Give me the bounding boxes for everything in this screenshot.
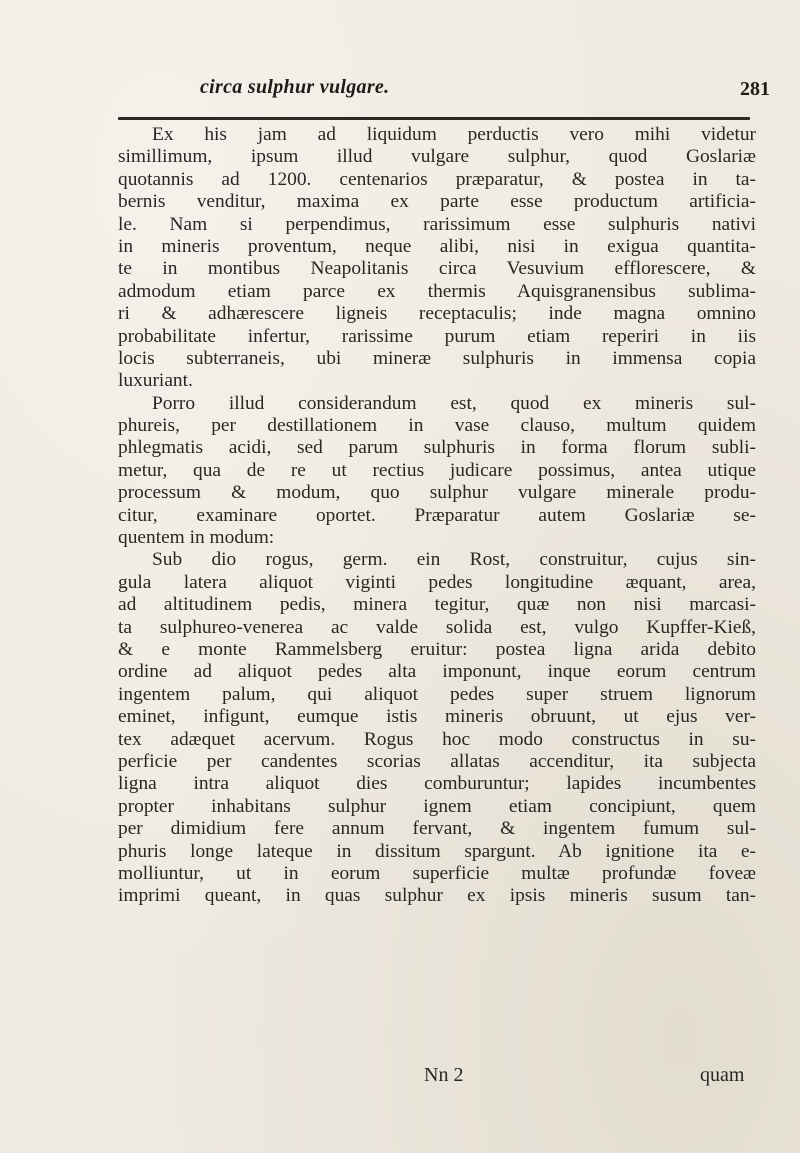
text-line: probabilitate infertur, rarissime purum etiam reperiri in iis <box>118 325 756 347</box>
text-line: le. Nam si perpendimus, rarissimum esse sulphuris nativi <box>118 213 756 235</box>
text-line: bernis venditur, maxima ex parte esse productum artificia- <box>118 191 756 213</box>
text-line: locis subterraneis, ubi mineræ sulphuris in immensa copia <box>118 347 756 369</box>
text-line: ingentem palum, qui aliquot pedes super struem lignorum <box>118 683 756 705</box>
text-line: simillimum, ipsum illud vulgare sulphur, quod Goslariæ <box>118 146 756 168</box>
page-number: 281 <box>740 78 770 100</box>
running-head <box>0 76 800 106</box>
header-rule <box>118 117 750 120</box>
text-line: admodum etiam parce ex thermis Aquisgranensibus sublima- <box>118 280 756 302</box>
text-line: ad altitudinem pedis, minera tegitur, quæ non nisi marcasi- <box>118 594 756 616</box>
text-line: quentem in modum: <box>118 527 275 549</box>
text-line: imprimi queant, in quas sulphur ex ipsis mineris susum tan- <box>118 885 756 907</box>
signature-mark: Nn 2 <box>424 1064 464 1086</box>
text-line: citur, examinare oportet. Præparatur autem Goslariæ se- <box>118 504 756 526</box>
catchword: quam <box>700 1064 745 1086</box>
text-line: quotannis ad 1200. centenarios præparatur, & postea in ta- <box>118 168 756 190</box>
text-line: ordine ad aliquot pedes alta imponunt, inque eorum centrum <box>118 661 756 683</box>
text-line: ri & adhærescere ligneis receptaculis; inde magna omnino <box>118 303 756 325</box>
text-line: phureis, per destillationem in vase clauso, multum quidem <box>118 415 756 437</box>
page-footer <box>0 1064 800 1090</box>
text-line: propter inhabitans sulphur ignem etiam concipiunt, quem <box>118 795 756 817</box>
text-line: ligna intra aliquot dies comburuntur; lapides incumbentes <box>118 773 756 795</box>
text-line: eminet, infigunt, eumque istis mineris obruunt, ut ejus ver- <box>118 706 756 728</box>
text-line: te in montibus Neapolitanis circa Vesuvium efflorescere, & <box>118 258 756 280</box>
text-line: per dimidium fere annum fervant, & ingentem fumum sul- <box>118 818 756 840</box>
text-line: Porro illud considerandum est, quod ex mineris sul- <box>152 392 756 414</box>
text-line: phlegmatis acidi, sed parum sulphuris in forma florum subli- <box>118 437 756 459</box>
running-title: circa sulphur vulgare. <box>200 76 390 98</box>
text-line: phuris longe lateque in dissitum spargunt. Ab ignitione ita e- <box>118 840 756 862</box>
body-text <box>118 124 756 908</box>
text-line: luxuriant. <box>118 370 193 392</box>
text-line: ta sulphureo-venerea ac valde solida est, vulgo Kupffer-Kieß, <box>118 616 756 638</box>
text-line: molliuntur, ut in eorum superficie multæ profundæ foveæ <box>118 862 756 884</box>
text-line: processum & modum, quo sulphur vulgare minerale produ- <box>118 482 756 504</box>
text-line: perficie per candentes scorias allatas accenditur, ita subjecta <box>118 750 756 772</box>
text-line: tex adæquet acervum. Rogus hoc modo constructus in su- <box>118 728 756 750</box>
text-line: Ex his jam ad liquidum perductis vero mihi videtur <box>152 124 756 145</box>
text-line: Sub dio rogus, germ. ein Rost, construitur, cujus sin- <box>152 549 756 571</box>
text-line: gula latera aliquot viginti pedes longitudine æquant, area, <box>118 571 756 593</box>
text-line: metur, qua de re ut rectius judicare possimus, antea utique <box>118 459 756 481</box>
text-line: in mineris proventum, neque alibi, nisi in exigua quantita- <box>118 235 756 257</box>
text-line: & e monte Rammelsberg eruitur: postea ligna arida debito <box>118 638 756 660</box>
